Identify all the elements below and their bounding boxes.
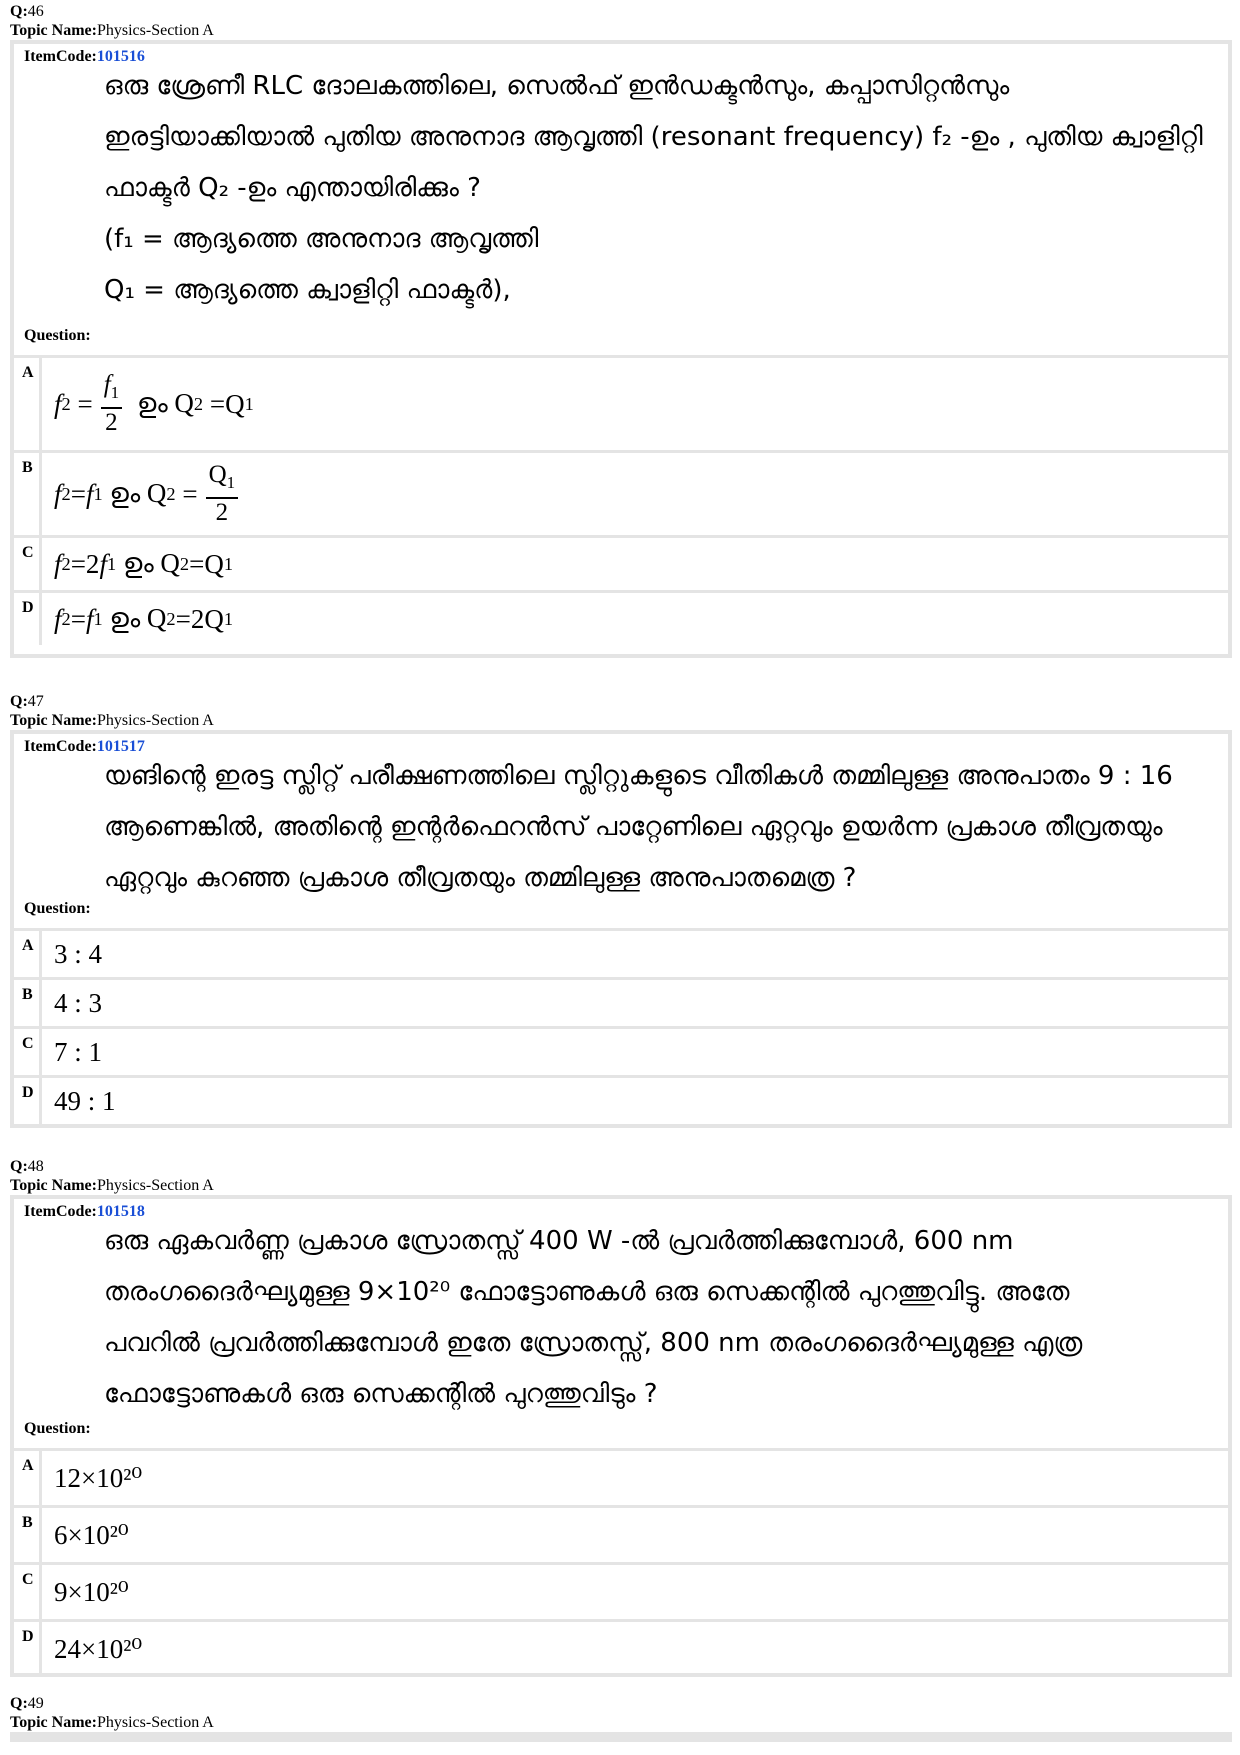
question-body [14,734,1228,931]
question-card [10,730,1232,1128]
question-line: (f₁ = ആദ്യത്തെ അനുനാദ ആവൃത്തി [104,224,539,254]
question-line: ഒരു ഏകവർണ്ണ പ്രകാശ സ്രോതസ്സ് 400 W -ൽ പ്രവർത്തിക്കുമ്പോൾ, 600 nm [104,1226,1014,1256]
option-value: 4 : 3 [54,987,103,1018]
option-value: f 2 =2 f 1 ഉം Q 2 =Q 1 [54,548,234,579]
option-letter: D [14,593,42,645]
question-text [104,1216,1216,1420]
question-body [14,44,1228,358]
question-line: യങിന്റെ ഇരട്ട സ്ലിറ്റ് പരീക്ഷണത്തിലെ സ്ലിറ്റുകളുടെ വീതികൾ തമ്മിലുള്ള അനുപാതം 9 : 16 [104,761,1173,791]
question-line: ആണെങ്കിൽ, അതിന്റെ ഇന്റർഫെറൻസ് പാറ്റേണിലെ ഏറ്റവും ഉയർന്ന പ്രകാശ തീവ്രതയും [104,812,1163,842]
option-letter: B [14,1508,42,1562]
question-body [14,1199,1228,1451]
option-value: 6×10²⁰ [54,1519,129,1550]
option-letter: B [14,453,42,535]
option-letter: D [14,1622,42,1676]
option-value: 3 : 4 [54,938,103,969]
option-letter: B [14,980,42,1026]
question-line: പവറിൽ പ്രവർത്തിക്കുമ്പോൾ ഇതേ സ്രോതസ്സ്, 800 nm തരംഗദൈർഘ്യമുള്ള എത്ര [104,1328,1083,1358]
option-letter: A [14,931,42,977]
question-text [104,61,1216,316]
question-block-49 [10,1694,1232,1742]
option-b[interactable] [14,453,1228,538]
question-block-48 [10,1157,1232,1677]
option-b[interactable] [14,980,1228,1029]
question-line: ഫോട്ടോണുകൾ ഒരു സെക്കന്റിൽ പുറത്തുവിടും ? [104,1379,658,1409]
question-label: Question: [24,327,91,344]
option-c[interactable] [14,1029,1228,1078]
question-number: Q:46 [10,3,44,20]
option-d[interactable] [14,593,1228,645]
question-card [10,1195,1232,1677]
option-b[interactable] [14,1508,1228,1565]
option-a[interactable] [14,931,1228,980]
question-block-46 [10,2,1232,658]
option-value: 49 : 1 [54,1085,116,1116]
question-line: ഏറ്റവും കുറഞ്ഞ പ്രകാശ തീവ്രതയും തമ്മിലുള്ള അനുപാതമെത്ര ? [104,863,857,893]
question-line: ഇരട്ടിയാക്കിയാൽ പുതിയ അനുനാദ ആവൃത്തി (resonant frequency) f₂ -ഉം , പുതിയ ക്വാളിറ്റി [104,122,1203,152]
option-a[interactable] [14,358,1228,453]
question-line: Q₁ = ആദ്യത്തെ ക്വാളിറ്റി ഫാക്ടർ), [104,275,511,305]
option-value: f 2 = f 1 ഉം Q 2 =2Q 1 [54,603,234,634]
topic-name: Topic Name:Physics-Section A [10,22,214,39]
option-letter: C [14,538,42,590]
item-code: ItemCode:101517 [24,738,145,755]
option-letter: D [14,1078,42,1124]
topic-name: Topic Name:Physics-Section A [10,1177,214,1194]
option-d[interactable] [14,1622,1228,1676]
item-code: ItemCode:101516 [24,48,145,65]
question-line: ഒരു ശ്രേണീ RLC ദോലകത്തിലെ, സെൽഫ് ഇൻഡക്ടൻസും, കപ്പാസിറ്റൻസും [104,71,1010,101]
question-label: Question: [24,900,91,917]
option-value: f 2 = f 1 ഉം Q 2 = $\frac{Q_1}{2}$ [42,453,246,535]
option-value: 9×10²⁰ [54,1576,129,1607]
option-letter: C [14,1029,42,1075]
option-c[interactable] [14,538,1228,593]
question-line: തരംഗദൈർഘ്യമുള്ള 9×10²⁰ ഫോട്ടോണുകൾ ഒരു സെക്കന്റിൽ പുറത്തുവിട്ടു. അതേ [104,1277,1070,1307]
topic-name: Topic Name:Physics-Section A [10,712,214,729]
option-value: 7 : 1 [54,1036,103,1067]
question-card-top [10,1732,1232,1742]
option-d[interactable] [14,1078,1228,1124]
option-letter: C [14,1565,42,1619]
option-c[interactable] [14,1565,1228,1622]
option-value: 24×10²⁰ [54,1633,143,1664]
question-label: Question: [24,1420,91,1437]
option-a[interactable] [14,1451,1228,1508]
question-number: Q:47 [10,693,44,710]
item-code: ItemCode:101518 [24,1203,145,1220]
option-value: f 2 = $\frac{f_1}{2}$ ഉം Q 2 =Q 1 [54,371,254,436]
option-letter: A [14,358,42,450]
option-letter: A [14,1451,42,1505]
question-block-47 [10,692,1232,1128]
topic-name: Topic Name:Physics-Section A [10,1714,214,1731]
question-line: ഫാക്ടർ Q₂ -ഉം എന്തായിരിക്കും ? [104,173,481,203]
question-number: Q:49 [10,1695,44,1712]
question-text [104,751,1216,904]
question-number: Q:48 [10,1158,44,1175]
question-card [10,40,1232,658]
option-value: 12×10²⁰ [54,1462,143,1493]
